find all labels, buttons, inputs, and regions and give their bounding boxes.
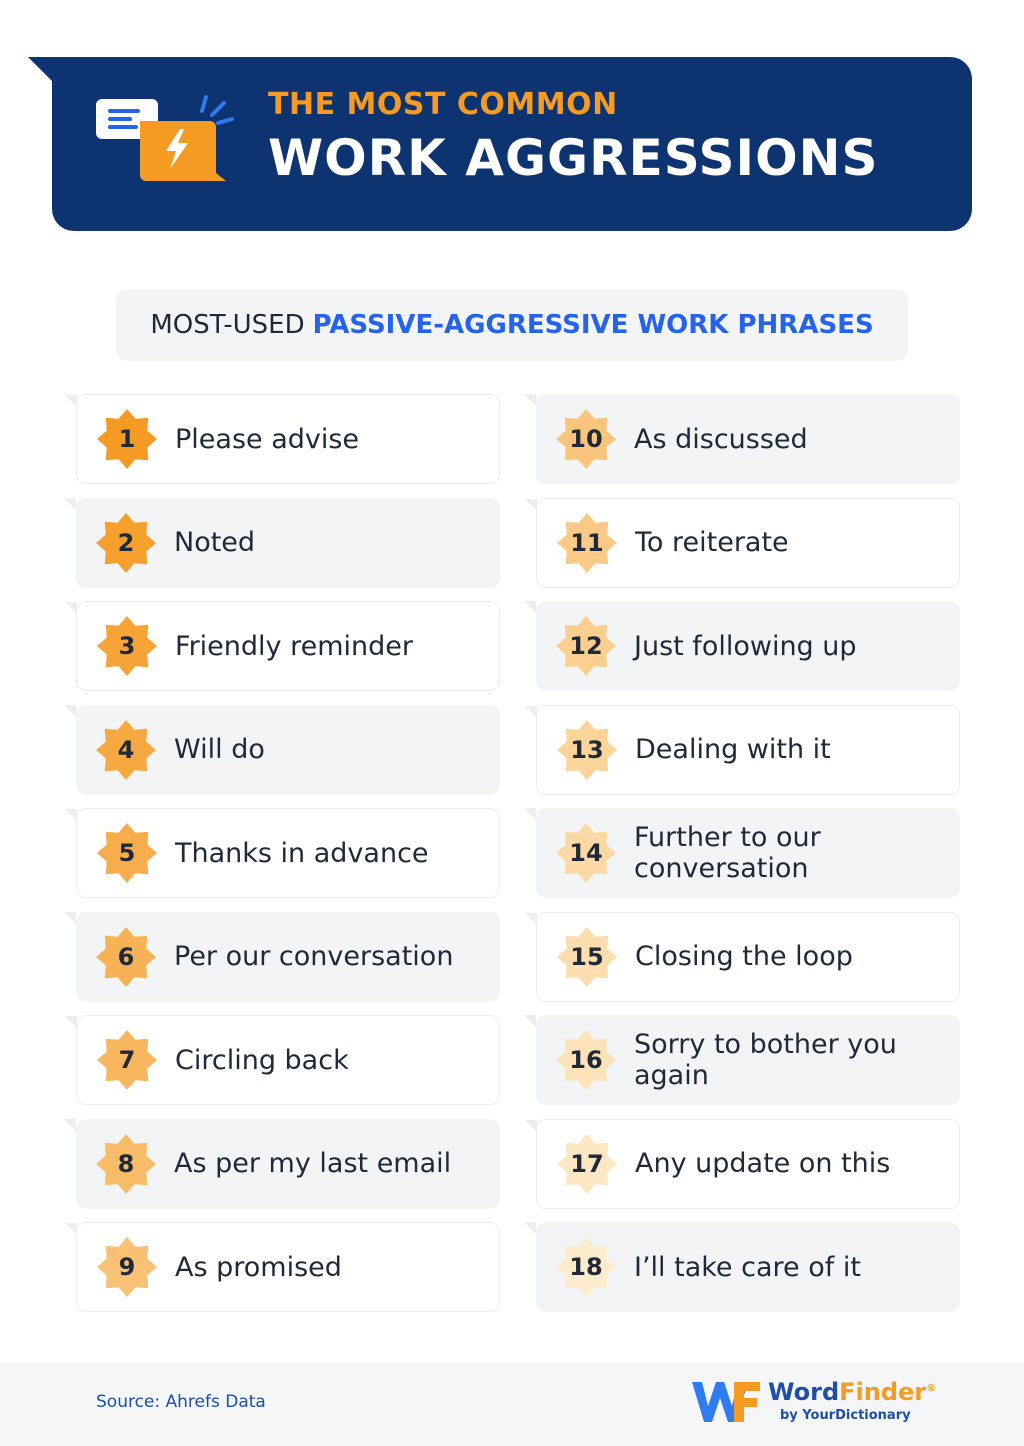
phrase-text: I’ll take care of it	[634, 1251, 861, 1283]
phrase-text: As discussed	[634, 423, 808, 455]
rank-number: 9	[118, 1253, 136, 1281]
phrase-item	[536, 498, 960, 588]
rank-badge	[555, 1132, 619, 1196]
source-note: Source: Ahrefs Data	[96, 1392, 266, 1412]
footer	[0, 1362, 1024, 1446]
header-kicker: THE MOST COMMON	[268, 87, 618, 122]
phrase-text: Will do	[174, 734, 265, 765]
rank-number: 12	[569, 632, 603, 660]
rank-number: 1	[118, 425, 136, 453]
rank-badge	[95, 614, 159, 678]
section-subtitle	[116, 289, 908, 361]
phrase-item	[76, 1222, 500, 1312]
rank-number: 2	[117, 528, 135, 557]
phrase-text: To reiterate	[635, 527, 789, 558]
rank-badge	[554, 1028, 618, 1092]
rank-number: 11	[570, 528, 604, 557]
phrase-text: Thanks in advance	[175, 837, 429, 869]
header-banner	[52, 57, 972, 231]
logo-registered-mark: ®	[926, 1383, 937, 1394]
phrase-text: Friendly reminder	[175, 630, 413, 662]
phrase-item	[536, 1015, 960, 1105]
rank-badge	[554, 821, 618, 885]
rank-badge	[94, 1132, 158, 1196]
phrase-text: Closing the loop	[635, 941, 853, 972]
rank-number: 18	[569, 1253, 603, 1281]
banner-corner-tab	[28, 57, 52, 81]
phrase-text: Just following up	[634, 630, 857, 662]
rank-badge	[94, 511, 158, 575]
phrase-text: Noted	[174, 527, 256, 558]
phrase-item	[76, 1015, 500, 1105]
rank-badge	[555, 511, 619, 575]
phrase-item	[536, 601, 960, 691]
rank-number: 16	[569, 1046, 603, 1074]
phrase-item	[536, 912, 960, 1002]
rank-number: 13	[570, 735, 604, 764]
rank-number: 8	[117, 1149, 135, 1178]
rank-number: 7	[118, 1046, 136, 1074]
rank-badge	[95, 1028, 159, 1092]
rank-number: 4	[117, 735, 135, 764]
rank-badge	[94, 925, 158, 989]
logo-wordmark	[768, 1378, 936, 1406]
rank-badge	[555, 718, 619, 782]
logo-word-part: Word	[768, 1378, 840, 1406]
wordfinder-logo	[690, 1376, 937, 1432]
wordfinder-logo-mark	[690, 1376, 762, 1426]
rank-number: 5	[118, 839, 136, 867]
chat-bubble-lightning-icon	[94, 91, 242, 191]
phrase-item	[76, 601, 500, 691]
rank-badge	[554, 1235, 618, 1299]
rank-badge	[555, 925, 619, 989]
subtitle-accent: PASSIVE-AGGRESSIVE WORK PHRASES	[312, 310, 874, 340]
logo-finder-part: Finder	[839, 1378, 927, 1406]
rank-badge	[554, 614, 618, 678]
phrase-item	[76, 498, 500, 588]
phrase-item	[536, 1119, 960, 1209]
rank-number: 14	[569, 839, 603, 867]
phrase-text: As promised	[175, 1251, 342, 1283]
phrase-item	[76, 394, 500, 484]
phrase-text: As per my last email	[174, 1148, 452, 1179]
phrase-text: Any update on this	[635, 1148, 891, 1179]
phrase-text: Circling back	[175, 1044, 349, 1076]
rank-badge	[554, 407, 618, 471]
rank-number: 6	[117, 942, 135, 971]
subtitle-plain: MOST-USED	[150, 310, 305, 340]
phrase-text: Please advise	[175, 423, 360, 455]
phrase-item	[76, 705, 500, 795]
rank-badge	[95, 821, 159, 885]
phrase-item	[76, 1119, 500, 1209]
rank-badge	[94, 718, 158, 782]
phrase-item	[536, 394, 960, 484]
phrase-item	[536, 705, 960, 795]
header-title: WORK AGGRESSIONS	[268, 129, 879, 187]
rank-number: 3	[118, 632, 136, 660]
rank-badge	[95, 1235, 159, 1299]
phrase-text: Per our conversation	[174, 941, 454, 972]
logo-subtitle: by YourDictionary	[780, 1408, 911, 1423]
phrase-item	[76, 808, 500, 898]
phrase-item	[536, 1222, 960, 1312]
rank-number: 15	[570, 942, 604, 971]
phrase-item	[76, 912, 500, 1002]
phrase-text: Dealing with it	[635, 734, 831, 765]
phrase-item	[536, 808, 960, 898]
phrase-text: Sorry to bother you again	[634, 1029, 897, 1091]
rank-badge	[95, 407, 159, 471]
rank-number: 17	[570, 1149, 604, 1178]
phrase-text: Further to our conversation	[634, 822, 821, 884]
rank-number: 10	[569, 425, 603, 453]
